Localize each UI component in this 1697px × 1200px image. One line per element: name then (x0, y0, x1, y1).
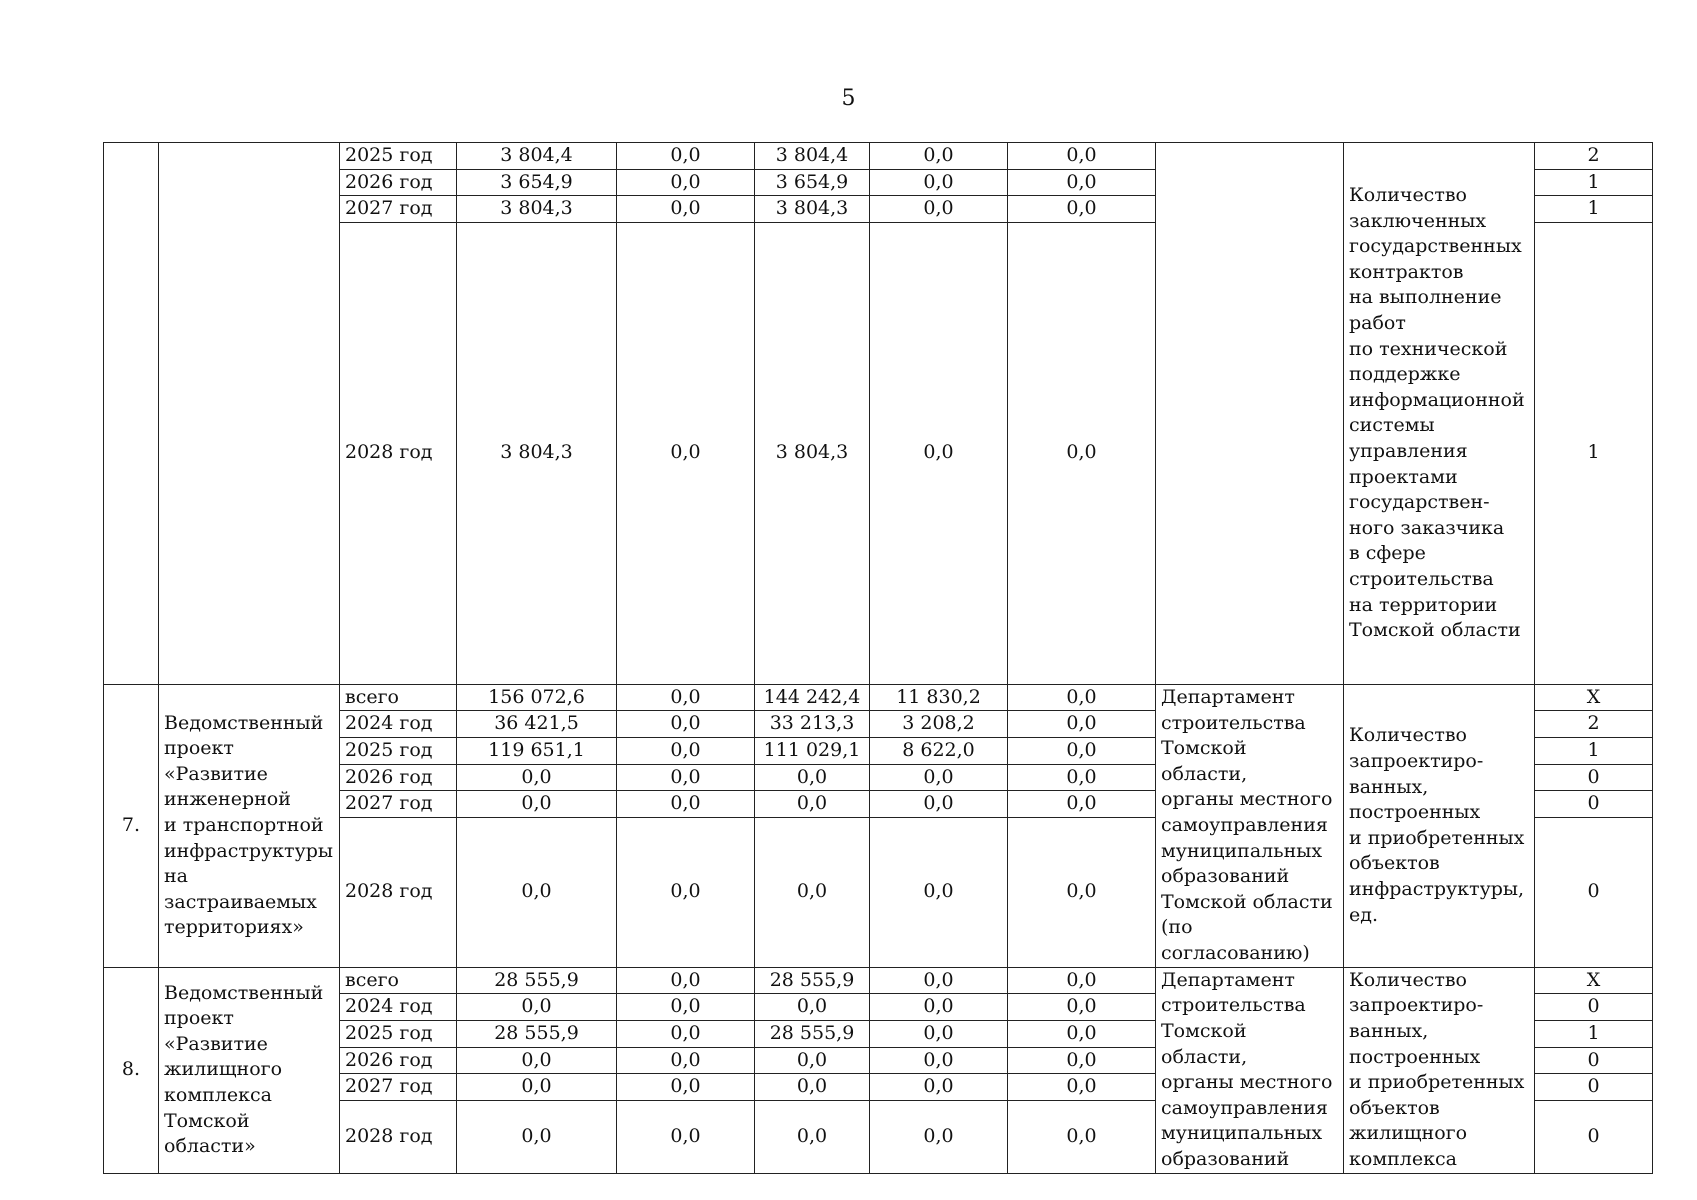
local-cell: 0,0 (870, 1047, 1008, 1074)
text-line: (по (1161, 916, 1193, 939)
page-number: 5 (841, 86, 856, 111)
total-cell: 119 651,1 (457, 737, 617, 764)
local-cell: 11 830,2 (870, 684, 1008, 711)
text-line: Количество (1349, 184, 1467, 207)
text-line: проект (164, 737, 234, 760)
federal-cell: 0,0 (617, 222, 755, 684)
year-cell: 2027 год (340, 196, 457, 223)
text-line: согласованию) (1161, 941, 1310, 964)
extra-cell: 0,0 (1008, 1020, 1156, 1047)
text-line: самоуправления (1161, 813, 1328, 836)
federal-cell: 0,0 (617, 143, 755, 170)
extra-cell: 0,0 (1008, 196, 1156, 223)
text-line: застраиваемых (164, 890, 317, 913)
indicator-value-cell: 2 (1535, 143, 1653, 170)
regional-cell: 0,0 (755, 791, 870, 818)
indicator-cell (1344, 684, 1535, 967)
text-line: и транспортной (164, 813, 324, 836)
text-line: строительства (1349, 567, 1494, 590)
text-line: области, (1161, 762, 1248, 785)
text-line: объектов (1349, 1096, 1440, 1119)
text-line: системы (1349, 414, 1435, 437)
text-line: инфраструктуры, (1349, 877, 1525, 900)
total-cell: 3 804,3 (457, 222, 617, 684)
year-cell: 2026 год (340, 1047, 457, 1074)
indicator-value-cell: 1 (1535, 169, 1653, 196)
year-cell: 2028 год (340, 222, 457, 684)
federal-cell: 0,0 (617, 1047, 755, 1074)
local-cell: 0,0 (870, 1020, 1008, 1047)
text-line: Департамент (1161, 686, 1295, 708)
year-cell: всего (340, 967, 457, 994)
extra-cell: 0,0 (1008, 684, 1156, 711)
total-cell: 28 555,9 (457, 1020, 617, 1047)
regional-cell: 28 555,9 (755, 1020, 870, 1047)
indicator-value-cell: 1 (1535, 222, 1653, 684)
text-line: заключенных (1349, 209, 1487, 232)
regional-cell: 144 242,4 (755, 684, 870, 711)
local-cell: 0,0 (870, 222, 1008, 684)
text-line: муниципальных (1161, 1122, 1323, 1145)
total-cell: 0,0 (457, 764, 617, 791)
name-cell (159, 967, 340, 1173)
table-row (104, 684, 1653, 711)
text-line: поддержке (1349, 363, 1461, 386)
indicator-value-cell: Х (1535, 967, 1653, 994)
federal-cell: 0,0 (617, 1100, 755, 1173)
text-line: комплекса (164, 1084, 272, 1107)
table-row (104, 967, 1653, 994)
local-cell: 0,0 (870, 169, 1008, 196)
indicator-cell (1344, 967, 1535, 1173)
federal-cell: 0,0 (617, 169, 755, 196)
indicator-value-cell: 2 (1535, 711, 1653, 738)
text-line: Томской (1161, 737, 1247, 760)
year-cell: 2024 год (340, 711, 457, 738)
total-cell: 3 804,4 (457, 143, 617, 170)
text-line: муниципальных (1161, 839, 1323, 862)
name-cell (159, 143, 340, 685)
total-cell: 0,0 (457, 791, 617, 818)
text-line: ванных, (1349, 1020, 1429, 1043)
text-line: работ (1349, 312, 1406, 335)
text-line: проектами (1349, 465, 1458, 488)
local-cell: 0,0 (870, 196, 1008, 223)
indicator-value-cell: Х (1535, 684, 1653, 711)
table-row (104, 143, 1653, 170)
regional-cell: 0,0 (755, 764, 870, 791)
text-line: Количество (1349, 968, 1467, 991)
local-cell: 8 622,0 (870, 737, 1008, 764)
local-cell: 0,0 (870, 1074, 1008, 1101)
total-cell: 0,0 (457, 1074, 617, 1101)
regional-cell: 0,0 (755, 994, 870, 1021)
regional-cell: 111 029,1 (755, 737, 870, 764)
extra-cell: 0,0 (1008, 994, 1156, 1021)
program-table (103, 142, 1653, 1174)
regional-cell: 3 804,4 (755, 143, 870, 170)
indicator-value-cell: 1 (1535, 196, 1653, 223)
number-cell (104, 143, 159, 685)
federal-cell: 0,0 (617, 711, 755, 738)
indicator-value-cell: 0 (1535, 791, 1653, 818)
text-line: жилищного (164, 1058, 283, 1081)
extra-cell: 0,0 (1008, 1047, 1156, 1074)
text-line: ед. (1349, 903, 1378, 926)
year-cell: 2024 год (340, 994, 457, 1021)
regional-cell: 28 555,9 (755, 967, 870, 994)
text-line: запроектиро- (1349, 994, 1484, 1017)
regional-cell: 0,0 (755, 817, 870, 967)
year-cell: 2026 год (340, 764, 457, 791)
number-cell: 8. (104, 967, 159, 1173)
federal-cell: 0,0 (617, 967, 755, 994)
federal-cell: 0,0 (617, 817, 755, 967)
total-cell: 3 654,9 (457, 169, 617, 196)
text-line: инфраструктуры (164, 839, 334, 862)
executor-cell (1156, 143, 1344, 685)
extra-cell: 0,0 (1008, 967, 1156, 994)
local-cell: 0,0 (870, 817, 1008, 967)
extra-cell: 0,0 (1008, 143, 1156, 170)
text-line: в сфере (1349, 542, 1426, 565)
extra-cell: 0,0 (1008, 791, 1156, 818)
regional-cell: 3 804,3 (755, 196, 870, 223)
local-cell: 0,0 (870, 967, 1008, 994)
executor-cell (1156, 684, 1344, 967)
federal-cell: 0,0 (617, 1074, 755, 1101)
federal-cell: 0,0 (617, 1020, 755, 1047)
text-line: и приобретенных (1349, 1071, 1525, 1094)
regional-cell: 0,0 (755, 1047, 870, 1074)
table-body (104, 143, 1653, 1174)
federal-cell: 0,0 (617, 196, 755, 223)
name-cell (159, 684, 340, 967)
regional-cell: 3 654,9 (755, 169, 870, 196)
year-cell: 2026 год (340, 169, 457, 196)
local-cell: 0,0 (870, 994, 1008, 1021)
text-line: на выполнение (1349, 286, 1502, 309)
text-line: Департамент (1161, 968, 1295, 991)
federal-cell: 0,0 (617, 684, 755, 711)
text-line: по технической (1349, 337, 1508, 360)
year-cell: 2025 год (340, 143, 457, 170)
year-cell: всего (340, 684, 457, 711)
total-cell: 0,0 (457, 1100, 617, 1173)
extra-cell: 0,0 (1008, 764, 1156, 791)
text-line: управления (1349, 439, 1468, 462)
local-cell: 0,0 (870, 764, 1008, 791)
text-line: Ведомственный (164, 711, 324, 734)
extra-cell: 0,0 (1008, 737, 1156, 764)
text-line: ванных, (1349, 775, 1429, 798)
text-line: «Развитие (164, 762, 268, 785)
text-line: Томской области (1349, 619, 1521, 642)
text-line: органы местного (1161, 788, 1333, 811)
text-line: жилищного (1349, 1122, 1468, 1145)
year-cell: 2028 год (340, 1100, 457, 1173)
text-line: инженерной (164, 788, 291, 811)
indicator-value-cell: 0 (1535, 994, 1653, 1021)
local-cell: 3 208,2 (870, 711, 1008, 738)
indicator-value-cell: 0 (1535, 1100, 1653, 1173)
text-line: проект (164, 1007, 234, 1030)
indicator-value-cell: 0 (1535, 1074, 1653, 1101)
total-cell: 0,0 (457, 1047, 617, 1074)
text-line: построенных (1349, 1045, 1481, 1068)
text-line: органы местного (1161, 1071, 1333, 1094)
federal-cell: 0,0 (617, 791, 755, 818)
text-line: Количество (1349, 724, 1467, 747)
federal-cell: 0,0 (617, 994, 755, 1021)
regional-cell: 0,0 (755, 1074, 870, 1101)
text-line: строительства (1161, 994, 1306, 1017)
year-cell: 2025 год (340, 737, 457, 764)
regional-cell: 3 804,3 (755, 222, 870, 684)
extra-cell: 0,0 (1008, 1074, 1156, 1101)
year-cell: 2027 год (340, 1074, 457, 1101)
total-cell: 0,0 (457, 994, 617, 1021)
indicator-value-cell: 0 (1535, 764, 1653, 791)
text-line: объектов (1349, 852, 1440, 875)
total-cell: 156 072,6 (457, 684, 617, 711)
extra-cell: 0,0 (1008, 222, 1156, 684)
text-line: комплекса (1349, 1148, 1457, 1171)
federal-cell: 0,0 (617, 737, 755, 764)
text-line: строительства (1161, 711, 1306, 734)
year-cell: 2028 год (340, 817, 457, 967)
text-line: Томской (164, 1109, 250, 1132)
text-line: информационной (1349, 388, 1525, 411)
local-cell: 0,0 (870, 143, 1008, 170)
indicator-cell (1344, 143, 1535, 685)
text-line: запроектиро- (1349, 749, 1484, 772)
year-cell: 2027 год (340, 791, 457, 818)
text-line: самоуправления (1161, 1096, 1328, 1119)
text-line: области, (1161, 1045, 1248, 1068)
total-cell: 28 555,9 (457, 967, 617, 994)
extra-cell: 0,0 (1008, 169, 1156, 196)
number-cell: 7. (104, 684, 159, 967)
text-line: ного заказчика (1349, 516, 1505, 539)
text-line: государственных (1349, 235, 1522, 258)
executor-cell (1156, 967, 1344, 1173)
indicator-value-cell: 0 (1535, 1047, 1653, 1074)
total-cell: 3 804,3 (457, 196, 617, 223)
regional-cell: 33 213,3 (755, 711, 870, 738)
text-line: и приобретенных (1349, 826, 1525, 849)
indicator-value-cell: 1 (1535, 1020, 1653, 1047)
text-line: территориях» (164, 916, 304, 939)
federal-cell: 0,0 (617, 764, 755, 791)
year-cell: 2025 год (340, 1020, 457, 1047)
text-line: государствен- (1349, 491, 1490, 514)
extra-cell: 0,0 (1008, 711, 1156, 738)
extra-cell: 0,0 (1008, 817, 1156, 967)
regional-cell: 0,0 (755, 1100, 870, 1173)
text-line: Томской области (1161, 890, 1333, 913)
text-line: построенных (1349, 801, 1481, 824)
text-line: на территории (1349, 593, 1498, 616)
text-line: Ведомственный (164, 981, 324, 1004)
total-cell: 36 421,5 (457, 711, 617, 738)
total-cell: 0,0 (457, 817, 617, 967)
text-line: области» (164, 1135, 256, 1158)
text-line: «Развитие (164, 1032, 268, 1055)
extra-cell: 0,0 (1008, 1100, 1156, 1173)
text-line: образований (1161, 1148, 1290, 1171)
text-line: Томской (1161, 1020, 1247, 1043)
text-line: на (164, 865, 188, 888)
indicator-value-cell: 0 (1535, 817, 1653, 967)
text-line: образований (1161, 865, 1290, 888)
local-cell: 0,0 (870, 791, 1008, 818)
text-line: контрактов (1349, 260, 1464, 283)
indicator-value-cell: 1 (1535, 737, 1653, 764)
local-cell: 0,0 (870, 1100, 1008, 1173)
